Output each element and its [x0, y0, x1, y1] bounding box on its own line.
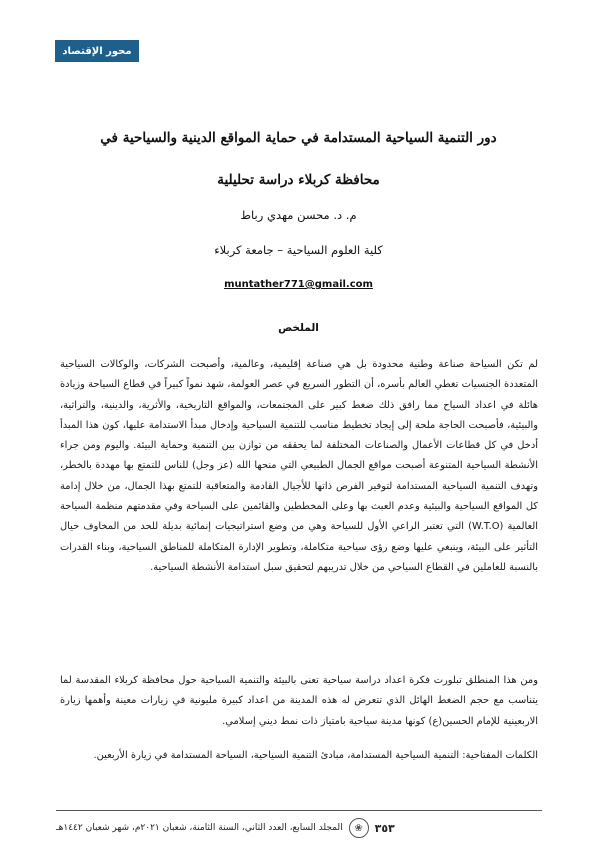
- journal-seal-icon: ❀: [349, 818, 369, 838]
- page-footer: [56, 818, 542, 838]
- footer-divider: [56, 810, 542, 811]
- section-tag: [55, 40, 139, 62]
- page-number: ٣٥٣: [374, 821, 395, 835]
- keywords-paragraph: الكلمات المفتاحية: التنمية السياحية المستدامة، مبادئ التنمية السياحية، السياحة المستدامة في زيارة الأربعين.: [93, 750, 538, 761]
- section-tag-label: محور الإقتصاد: [62, 45, 132, 57]
- author-email[interactable]: muntather771@gmail.com: [224, 279, 373, 290]
- abstract-paragraph: ومن هذا المنطلق تبلورت فكرة اعداد دراسة سياحية تعنى بالبيئة والتنمية السياحية حول محافظة كربلاء المقدسة لما يتناسب مع حجم الضغط الهائل الذي تتعرض له هذه المدينة من اعداد كبيرة مليونية في زيارات معينة وأهمها زيارة الاربعينية للإمام الحسين(ع) كونها مدينة سياحية بامتياز ذات نمط ديني إسلامي.: [60, 675, 538, 727]
- title-line-1: دور التنمية السياحية المستدامة في حماية المواقع الدينية والسياحية في: [100, 130, 497, 146]
- title-line-2: محافظة كربلاء دراسة تحليلية: [217, 172, 380, 188]
- abstract-heading: الملخص: [278, 322, 319, 334]
- abstract-paragraph: لم تكن السياحة صناعة وطنية محدودة بل هي صناعة إقليمية، وعالمية، وأصبحت الشركات، والوكالات السياحية المتعددة الجنسيات تغطي العالم بأسره، أن التطور السريع في عصر العولمة، شهد نمواً كبيراً في قطاع السياحة وزيادة هائلة في اعداد السياح مما رافق ذلك ضغط كبير على المجتمعات، والمواقع التاريخية، والأثرية، والدينية، والتراثية، والبيئية، فأصبحت الحاجة ملحة إلى إيجاد تخطيط مناسب للتنمية السياحية وإدخال مبدأ الاستدامة عليها، كون هذا المبدأ أدخل في كل قطاعات الأعمال والصناعات المختلفة لما يحققه من توازن بين التنمية وحماية البيئة. واليوم ومن جراء الأنشطة السياحية المتنوعة أصبحت مواقع الجمال الطبيعي التي منحها الله (عز وجل) للناس للتمتع بها مهددة بالخطر، وتهدف التنمية السياحية المستدامة لتوفير الفرص ذاتها للأجيال القادمة والمتعاقبة للتمتع بهذا الجمال، من خلال إدامة كل المواقع السياحية والبيئية وعدم العبث بها وعلى المخططين والقائمين على السياحة وفي مقدمتهم منظمة السياحة العالمية (W.T.O) التي تعتبر الراعي الأول للسياحة وهي من وضع استراتيجيات إنمائية بديلة للحد من المخاوف حيال التأثير على البيئة، وينبغي عليها وضع رؤى سياحية متكاملة، وتطوير الإدارة المتكاملة للمناطق السياحية، وبناء القدرات بالنسبة للعاملين في القطاع السياحي من خلال تدريبهم لتحقيق سبل استدامة الأنشطة السياحية.: [60, 359, 538, 573]
- author-affiliation: كلية العلوم السياحية – جامعة كربلاء: [214, 243, 383, 257]
- author-name: م. د. محسن مهدي رباط: [240, 208, 357, 222]
- journal-info: المجلد السابع، العدد الثاني، السنة الثامنة، شعبان ٢٠٢١م، شهر شعبان ١٤٤٢هـ: [56, 823, 343, 833]
